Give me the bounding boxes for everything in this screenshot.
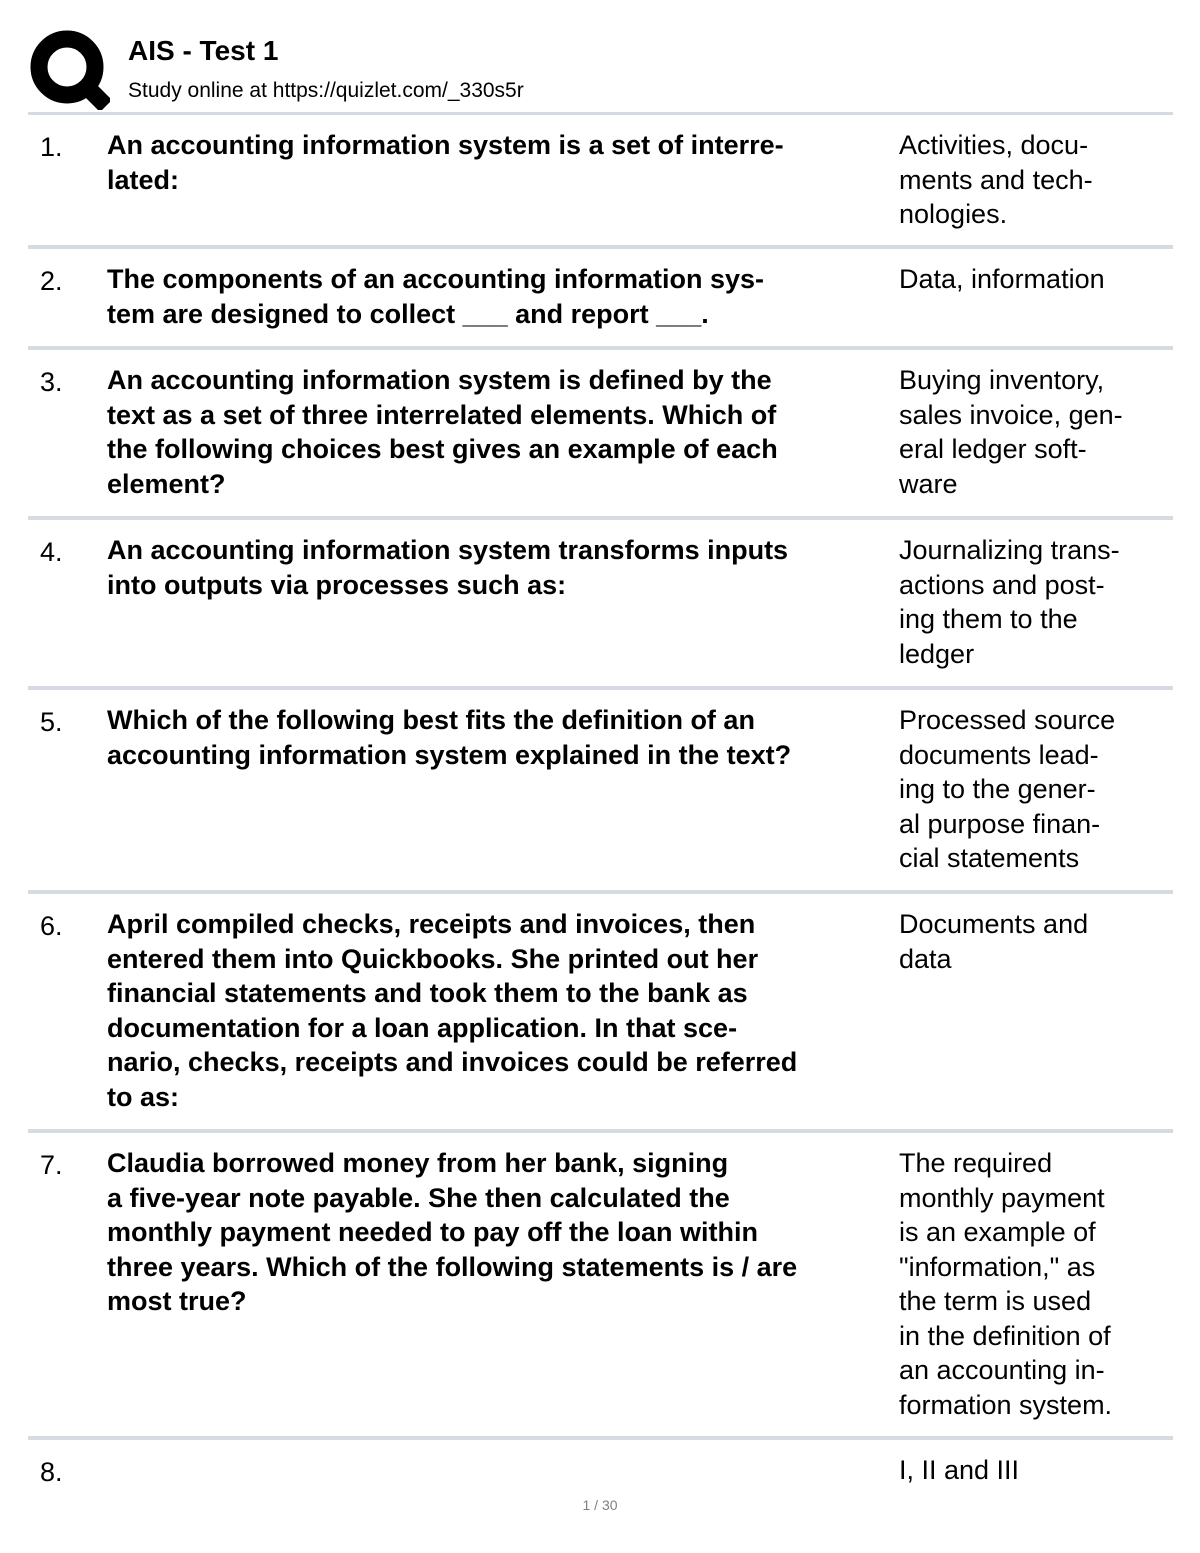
flashcard-row	[28, 350, 1173, 520]
card-term: The components of an accounting information sys- tem are designed to collect ___ and report ___.	[107, 264, 765, 329]
card-term: Claudia borrowed money from her bank, signing a five-year note payable. She then calculated the monthly payment needed to pay off the loan within three years. Which of the following statements is / are most true?	[107, 1148, 798, 1316]
flashcard-row	[28, 520, 1173, 690]
card-number: 4.	[40, 537, 63, 567]
quizlet-logo-icon	[30, 30, 110, 110]
page-header	[28, 30, 1173, 110]
card-definition: Buying inventory, sales invoice, gen- eral ledger soft- ware	[899, 365, 1123, 499]
card-number: 8.	[40, 1457, 63, 1487]
card-number: 5.	[40, 707, 63, 737]
flashcard-row	[28, 690, 1173, 894]
card-number: 3.	[40, 367, 63, 397]
set-title: AIS - Test 1	[128, 35, 279, 66]
card-number: 2.	[40, 266, 63, 296]
page-number: 1 / 30	[582, 1497, 618, 1513]
flashcard-row	[28, 115, 1173, 249]
card-term: An accounting information system is a set of interre- lated:	[107, 130, 784, 195]
card-definition: The required monthly payment is an example of "information," as the term is used in the definition of an accounting in- formation system.	[899, 1148, 1113, 1420]
card-term: An accounting information system is defined by the text as a set of three interrelated elements. Which of the following choices best gives an example of each element?	[107, 365, 778, 499]
card-number: 6.	[40, 911, 63, 941]
flashcard-list	[28, 115, 1173, 1500]
study-online-link[interactable]: Study online at https://quizlet.com/_330s5r	[128, 79, 524, 102]
card-definition: Data, information	[899, 264, 1105, 294]
card-definition: Activities, docu- ments and tech- nologies.	[899, 130, 1093, 229]
flashcard-row	[28, 249, 1173, 350]
card-definition: Documents and data	[899, 909, 1089, 974]
flashcard-row	[28, 1440, 1173, 1500]
card-term: April compiled checks, receipts and invoices, then entered them into Quickbooks. She printed out her financial statements and took them to the bank as documentation for a loan application. In that sce- nario, checks, receipts and invoices could be referred to as:	[107, 909, 798, 1112]
flashcard-row	[28, 1133, 1173, 1440]
card-number: 1.	[40, 132, 63, 162]
card-term: Which of the following best fits the definition of an accounting information system explained in the text?	[107, 705, 792, 770]
flashcard-row	[28, 894, 1173, 1133]
card-definition: Processed source documents lead- ing to the gener- al purpose finan- cial statements	[899, 705, 1116, 873]
card-number: 7.	[40, 1150, 63, 1180]
card-term: An accounting information system transforms inputs into outputs via processes such as:	[107, 535, 789, 600]
card-definition: I, II and III	[899, 1455, 1020, 1485]
card-definition: Journalizing trans- actions and post- ing them to the ledger	[899, 535, 1120, 669]
